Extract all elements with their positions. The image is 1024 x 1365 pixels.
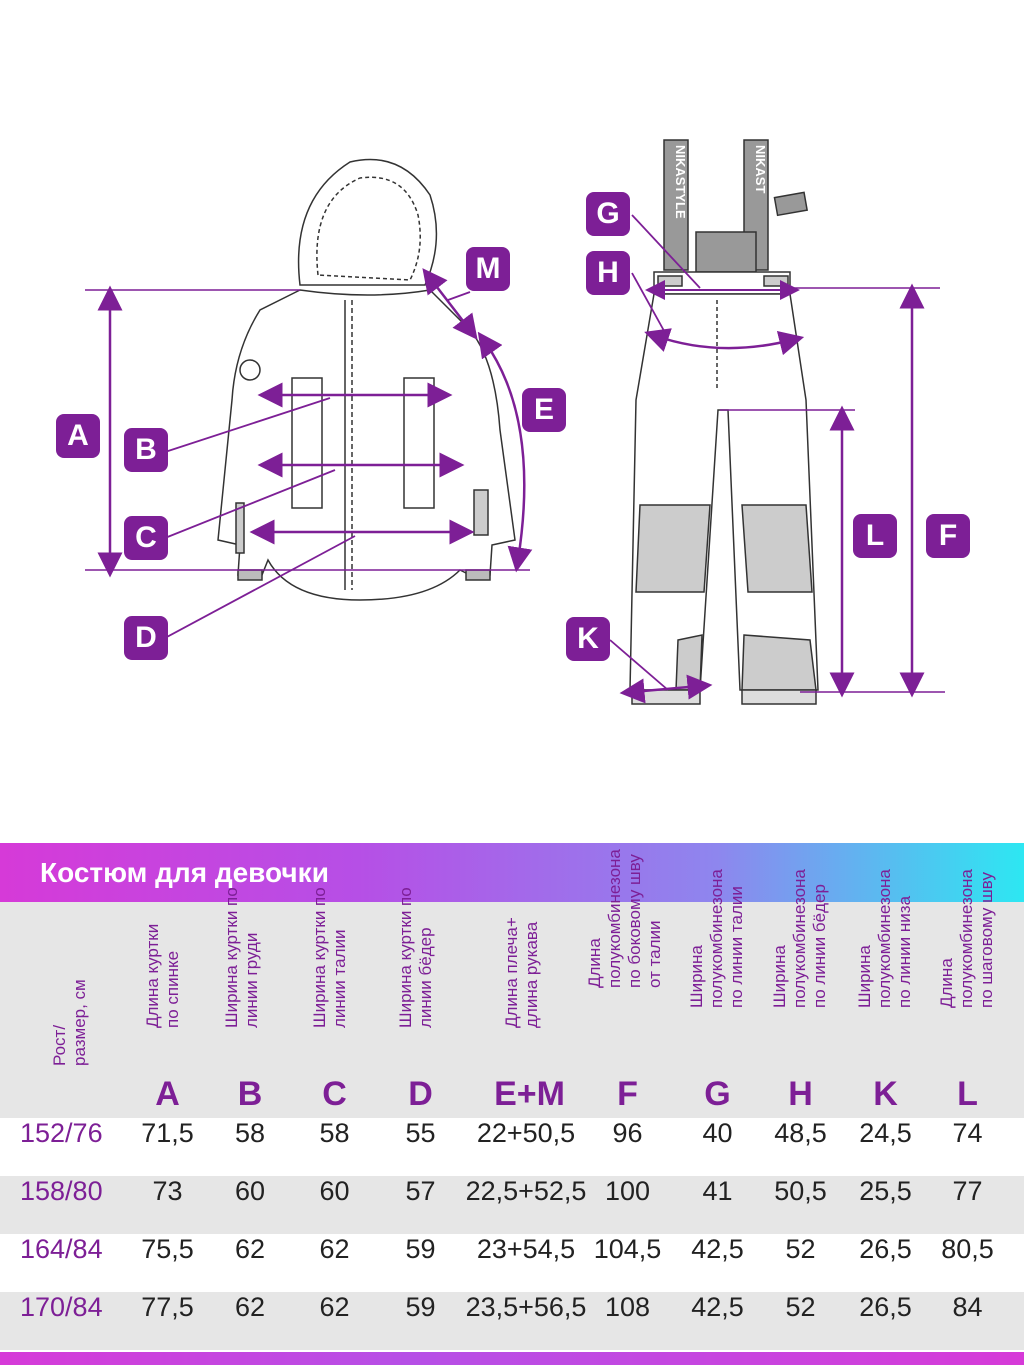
header-desc-F [585,849,665,988]
value-cell: 52 [785,1234,816,1264]
strap-text-right: NIKAST [753,145,768,194]
value-cell: 41 [702,1176,733,1206]
bottom-gradient-bar [0,1352,1024,1365]
header-desc-line: по линии бёдер [810,884,829,1008]
header-desc-H [770,869,830,1008]
value-cell: 58 [234,1118,266,1148]
label-B: B [124,428,168,472]
value-cell: 77 [952,1176,983,1206]
header-desc-line: линии талии [330,929,349,1028]
header-desc-line: Ширина [855,945,874,1008]
value-cell: 42,5 [691,1234,744,1264]
header-col-L [925,869,1010,1118]
strap-text-left: NIKASTYLE [673,145,688,219]
header-desc-EM [502,917,542,1028]
value-cell: 50,5 [774,1176,827,1206]
header-desc-line: по линии талии [727,886,746,1008]
header-desc-line: по спинке [163,950,182,1028]
value-cell: 62 [234,1292,266,1322]
header-letter-K: K [873,1075,898,1113]
header-letter-L: L [957,1075,978,1113]
value-cell: 84 [952,1292,983,1322]
value-cell: 73 [152,1176,183,1206]
value-cell: 48,5 [774,1118,827,1148]
header-desc-C [310,887,350,1028]
value-cell: 80,5 [941,1234,994,1264]
bib-pants-drawing [630,140,818,704]
header-desc-K [855,869,915,1008]
value-cell: 96 [612,1118,643,1148]
header-col-H [758,869,843,1118]
header-col-A [125,902,210,1118]
header-letter-A: A [155,1075,180,1113]
header-letter-EM: E+M [494,1075,565,1113]
label-A: A [56,414,100,458]
table-row [0,1234,1024,1292]
value-cell: 60 [234,1176,266,1206]
value-cell: 77,5 [141,1292,194,1322]
size-cell: 170/84 [20,1292,103,1322]
header-desc-line: линии груди [242,932,261,1028]
value-cell: 100 [604,1176,651,1206]
header-desc-G [687,869,747,1008]
header-desc-line: Длина куртки [143,923,162,1028]
value-cell: 57 [405,1176,436,1206]
table-row [0,1176,1024,1234]
table-title: Костюм для девочки [40,857,329,888]
header-size-desc-line: размер, см [70,979,89,1066]
value-cell: 22+50,5 [476,1118,576,1148]
value-cell: 62 [234,1234,266,1264]
header-col-C [292,887,377,1118]
value-cell: 59 [405,1292,436,1322]
header-size-col [40,902,100,1118]
value-cell: 108 [604,1292,651,1322]
header-desc-line: по боковому шву [625,854,644,988]
header-letter-D: D [408,1075,433,1113]
header-col-B [210,887,290,1118]
size-cell: 158/80 [20,1176,103,1206]
value-cell: 42,5 [691,1292,744,1322]
header-desc-line: Длина плеча+ [502,917,521,1028]
header-col-EM [462,902,597,1118]
value-cell: 62 [319,1234,350,1264]
header-desc-L [937,869,997,1008]
header-desc-line: полукомбинезона [707,869,726,1008]
header-col-F [585,849,670,1118]
value-cell: 25,5 [859,1176,912,1206]
header-col-G [675,869,760,1118]
header-col-K [843,869,928,1118]
table-row [0,1118,1024,1176]
value-cell: 40 [702,1118,733,1148]
header-letter-C: C [322,1075,347,1113]
value-cell: 55 [405,1118,436,1148]
value-cell: 58 [319,1118,350,1148]
value-cell: 22,5+52,5 [465,1176,587,1206]
header-desc-line: полукомбинезона [875,869,894,1008]
label-H: H [586,251,630,295]
value-cell: 59 [405,1234,436,1264]
header-desc-line: полукомбинезона [605,849,624,988]
header-desc-line: Ширина куртки по [222,887,241,1028]
header-desc-line: линии бёдер [416,927,435,1028]
value-cell: 26,5 [859,1234,912,1264]
size-cell: 152/76 [20,1118,103,1148]
value-cell: 23,5+56,5 [465,1292,587,1322]
value-cell: 24,5 [859,1118,912,1148]
label-G: G [586,192,630,236]
header-desc-A [143,924,183,1028]
header-desc-line: Длина [937,958,956,1008]
header-desc-line: по шаговому шву [977,872,996,1008]
header-letter-B: B [237,1075,263,1113]
header-desc-line: полукомбинезона [790,869,809,1008]
header-desc-line: Ширина [687,945,706,1008]
header-size-desc [50,979,90,1066]
header-desc-line: от талии [645,920,664,988]
value-cell: 75,5 [141,1234,194,1264]
header-desc-D [396,887,436,1028]
header-desc-line: Ширина [770,945,789,1008]
label-E: E [522,388,566,432]
value-cell: 23+54,5 [476,1234,576,1264]
label-K: K [566,617,610,661]
label-F: F [926,514,970,558]
header-desc-B [222,887,262,1028]
label-L: L [853,514,897,558]
header-letter-F: F [617,1075,638,1113]
header-desc-line: Длина [585,938,604,988]
value-cell: 52 [785,1292,816,1322]
label-C: C [124,516,168,560]
value-cell: 104,5 [593,1234,662,1264]
header-desc-line: длина рукава [522,921,541,1028]
header-size-desc-line: Рост/ [50,1024,69,1066]
label-D: D [124,616,168,660]
table-row [0,1292,1024,1350]
header-desc-line: полукомбинезона [957,869,976,1008]
jacket-drawing [218,159,515,600]
header-letter-G: G [704,1075,731,1113]
header-desc-line: по линии низа [895,895,914,1008]
header-desc-line: Ширина куртки по [310,887,329,1028]
header-col-D [378,887,463,1118]
header-letter-H: H [788,1075,813,1113]
value-cell: 71,5 [141,1118,194,1148]
label-M: M [466,247,510,291]
value-cell: 74 [952,1118,983,1148]
size-cell: 164/84 [20,1234,103,1264]
value-cell: 62 [319,1292,350,1322]
value-cell: 60 [319,1176,350,1206]
header-desc-line: Ширина куртки по [396,887,415,1028]
value-cell: 26,5 [859,1292,912,1322]
